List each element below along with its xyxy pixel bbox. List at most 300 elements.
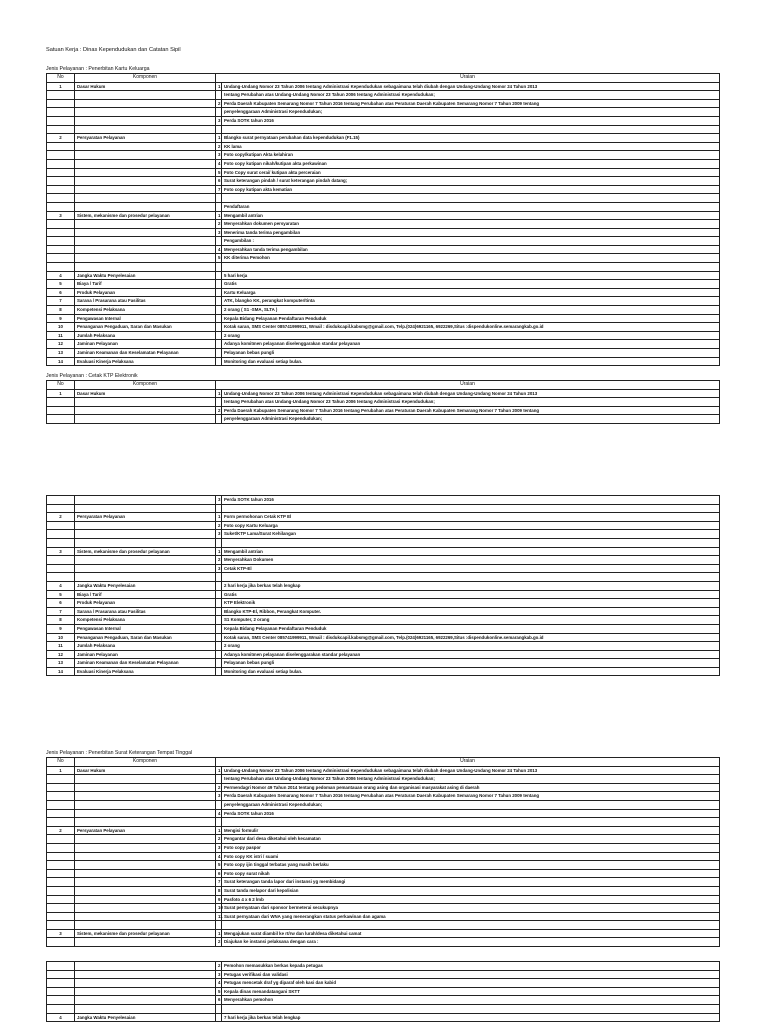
row-komponen — [75, 921, 216, 930]
row-no — [47, 970, 75, 979]
row-uraian: 7 hari kerja jika berkas telah lengkap — [222, 1013, 720, 1022]
table-row — [47, 800, 720, 809]
row-komponen: Pengawasan Internal — [75, 314, 216, 323]
table-row — [47, 979, 720, 988]
row-uraian: KTP Elektronik — [222, 599, 720, 608]
row-no — [47, 504, 75, 513]
table-row — [47, 792, 720, 801]
section-title: Jenis Pelayanan : Cetak KTP Elektronik — [46, 373, 138, 379]
row-no — [47, 886, 75, 895]
row-uraian — [222, 194, 720, 203]
row-no — [47, 912, 75, 921]
row-komponen — [75, 254, 216, 263]
table-row — [47, 852, 720, 861]
row-komponen: Sistem, mekanisme dan prosedur pelayanan — [75, 211, 216, 220]
row-no — [47, 521, 75, 530]
row-komponen — [75, 415, 216, 424]
table-row — [47, 159, 720, 168]
row-item-number: 4 — [216, 245, 222, 254]
row-komponen — [75, 556, 216, 565]
row-item-number: 3 — [216, 228, 222, 237]
row-no — [47, 775, 75, 784]
row-uraian: 2 hari kerja jika berkas telah lengkap — [222, 581, 720, 590]
row-komponen: Produk Pelayanan — [75, 288, 216, 297]
row-item-number: 2 — [216, 142, 222, 151]
row-komponen — [75, 245, 216, 254]
row-komponen: Penanganan Pengaduan, Saran dan Masukan — [75, 323, 216, 332]
row-komponen: Persyaratan Pelayanan — [75, 513, 216, 522]
row-item-number: 3 — [216, 792, 222, 801]
row-uraian: Form permohonan Cetak KTP El — [222, 513, 720, 522]
row-komponen — [75, 564, 216, 573]
row-uraian: penyelenggaraan Administrasi Kependudukan; — [222, 800, 720, 809]
row-komponen — [75, 108, 216, 117]
row-uraian: Foto copy surat nikah — [222, 869, 720, 878]
table-row — [47, 783, 720, 792]
header-no: No — [47, 74, 75, 83]
row-no — [47, 809, 75, 818]
row-uraian: Blangko KTP-El, Ribbon, Perangkat Komputer. — [222, 607, 720, 616]
row-uraian: Pengambilan : — [222, 237, 720, 246]
row-uraian: Perda SOTK tahun 2016 — [222, 809, 720, 818]
row-komponen — [75, 406, 216, 415]
row-komponen: Penanganan Pengaduan, Saran dan Masukan — [75, 633, 216, 642]
table-header-row — [47, 758, 720, 767]
row-no — [47, 792, 75, 801]
table-row — [47, 357, 720, 366]
row-item-number: 3 — [216, 151, 222, 160]
row-no — [47, 228, 75, 237]
header-komponen: Komponen — [75, 381, 216, 390]
row-uraian: Pasfoto 4 x 6 2 lmb — [222, 895, 720, 904]
row-uraian — [222, 1004, 720, 1013]
row-item-number: 3 — [216, 530, 222, 539]
row-no: 7 — [47, 297, 75, 306]
row-item-number: 3 — [216, 564, 222, 573]
row-no: 1 — [47, 82, 75, 91]
row-no — [47, 818, 75, 827]
row-uraian: Perda Daerah Kabupaten Semarang Nomor 7 Tahun 2016 tentang Perubahan atas Peraturan Daerah Kabupaten Semarang Nomor 7 Tahun 2009 tentang — [222, 792, 720, 801]
row-no — [47, 125, 75, 134]
row-no — [47, 979, 75, 988]
row-uraian: Petugas verifikasi dan validasi — [222, 970, 720, 979]
row-komponen — [75, 912, 216, 921]
row-komponen — [75, 168, 216, 177]
row-uraian: Mengisi formulir — [222, 826, 720, 835]
row-no: 12 — [47, 650, 75, 659]
row-uraian: Foto copy kutipan nikah/kutipan akta perkawinan — [222, 159, 720, 168]
row-komponen — [75, 521, 216, 530]
row-no: 4 — [47, 271, 75, 280]
table-row — [47, 99, 720, 108]
row-uraian: KK lama — [222, 142, 720, 151]
row-uraian: Foto copy kutipan akta kematian — [222, 185, 720, 194]
table-row — [47, 590, 720, 599]
row-komponen — [75, 185, 216, 194]
table-row — [47, 809, 720, 818]
row-uraian: Suket/KTP Lama/Surat Kehilangan — [222, 530, 720, 539]
row-uraian: tentang Perubahan atas Undang-Undang Nomor 23 Tahun 2006 tentang Administrasi Kependudukan; — [222, 91, 720, 100]
row-no — [47, 151, 75, 160]
row-komponen: Jaminan Pelayanan — [75, 340, 216, 349]
table-header-row — [47, 381, 720, 390]
row-komponen — [75, 496, 216, 505]
row-uraian: Kotak saran, SMS Center 085741999911, Wmail : disdukcapil.kabsmg@gmail.com, Telp.(024)6921165, 6922269,Situs :dispendukonline.semarangkab.go.id — [222, 323, 720, 332]
row-komponen: Jangka Waktu Penyelesaian — [75, 271, 216, 280]
row-komponen — [75, 151, 216, 160]
row-no — [47, 938, 75, 947]
row-uraian: Menyerahkan pemohon — [222, 996, 720, 1005]
table-row — [47, 513, 720, 522]
row-no — [47, 800, 75, 809]
row-uraian: Undang-Undang Nomor 23 Tahun 2006 tentang Administrasi Kependudukan sebagaimana telah diubah dengan Undang-Undang Nomor 24 Tahun 2013 — [222, 389, 720, 398]
table-row — [47, 340, 720, 349]
row-no — [47, 116, 75, 125]
row-komponen — [75, 818, 216, 827]
table-row — [47, 134, 720, 143]
table-row — [47, 496, 720, 505]
row-item-number: 9 — [216, 895, 222, 904]
table-row — [47, 108, 720, 117]
row-uraian: Foto copy KK istri / suami — [222, 852, 720, 861]
row-komponen — [75, 783, 216, 792]
row-komponen — [75, 263, 216, 272]
section-title: Jenis Pelayanan : Penerbitan Surat Keterangan Tempat Tinggal — [46, 750, 193, 756]
table-row — [47, 297, 720, 306]
table-row — [47, 530, 720, 539]
table-row — [47, 970, 720, 979]
row-komponen — [75, 886, 216, 895]
table-row — [47, 886, 720, 895]
header-uraian: Uraian — [216, 758, 720, 767]
table-row — [47, 263, 720, 272]
row-no — [47, 530, 75, 539]
row-item-number: 5 — [216, 168, 222, 177]
row-no: 1 — [47, 389, 75, 398]
row-uraian: Adanya komitmen pelayanan diselenggarakan standar pelayanan — [222, 340, 720, 349]
row-item-number: 1 — [216, 513, 222, 522]
row-item-number: 5 — [216, 987, 222, 996]
row-komponen — [75, 878, 216, 887]
row-uraian: Surat pernyataan dari sponsor bermeterai secukupnya — [222, 904, 720, 913]
row-no — [47, 108, 75, 117]
table-row — [47, 220, 720, 229]
table-row — [47, 142, 720, 151]
table-row — [47, 547, 720, 556]
row-uraian: Perda Daerah Kabupaten Semarang Nomor 7 Tahun 2016 tentang Perubahan atas Peraturan Daerah Kabupaten Semarang Nomor 7 Tahun 2009 tentang — [222, 99, 720, 108]
table-row — [47, 331, 720, 340]
row-komponen — [75, 530, 216, 539]
table-row — [47, 843, 720, 852]
row-item-number: 1 — [216, 826, 222, 835]
row-uraian: Mengambil antrian — [222, 211, 720, 220]
service-table — [46, 757, 720, 947]
table-row — [47, 912, 720, 921]
header-komponen: Komponen — [75, 74, 216, 83]
table-row — [47, 835, 720, 844]
row-no: 11 — [47, 642, 75, 651]
table-row — [47, 82, 720, 91]
table-row — [47, 228, 720, 237]
table-row — [47, 904, 720, 913]
row-no — [47, 168, 75, 177]
row-komponen — [75, 792, 216, 801]
row-komponen — [75, 1004, 216, 1013]
row-no — [47, 573, 75, 582]
table-row — [47, 962, 720, 971]
service-table — [46, 73, 720, 366]
row-no: 10 — [47, 323, 75, 332]
table-row — [47, 91, 720, 100]
table-row — [47, 194, 720, 203]
row-no — [47, 861, 75, 870]
table-row — [47, 564, 720, 573]
row-no: 5 — [47, 590, 75, 599]
row-item-number: 1 — [216, 929, 222, 938]
row-komponen: Dasar Hukum — [75, 82, 216, 91]
row-komponen — [75, 979, 216, 988]
row-uraian: Pemohon memasukkan berkas kepada petugas — [222, 962, 720, 971]
row-komponen: Jumlah Pelaksana — [75, 331, 216, 340]
table-row — [47, 538, 720, 547]
row-item-number: 5 — [216, 861, 222, 870]
table-row — [47, 202, 720, 211]
row-uraian — [222, 921, 720, 930]
table-row — [47, 607, 720, 616]
row-komponen — [75, 987, 216, 996]
table-row — [47, 406, 720, 415]
row-no — [47, 194, 75, 203]
row-item-number: 1 — [216, 211, 222, 220]
row-uraian: Kepala Bidang Pelayanan Pendaftaran Penduduk — [222, 624, 720, 633]
service-table — [46, 380, 720, 424]
row-uraian: penyelenggaraan Administrasi Kependudukan; — [222, 415, 720, 424]
table-row — [47, 389, 720, 398]
row-item-number: 2 — [216, 556, 222, 565]
table-row — [47, 869, 720, 878]
row-no — [47, 237, 75, 246]
row-komponen — [75, 996, 216, 1005]
table-row — [47, 1004, 720, 1013]
row-uraian: 2 orang — [222, 642, 720, 651]
row-no — [47, 91, 75, 100]
service-table-continued — [46, 495, 720, 676]
table-row — [47, 314, 720, 323]
table-row — [47, 667, 720, 676]
section-title: Jenis Pelayanan : Penerbitan Kartu Keluarga — [46, 66, 150, 72]
row-uraian: Foto copy Kartu Keluarga — [222, 521, 720, 530]
row-uraian — [222, 263, 720, 272]
table-row — [47, 211, 720, 220]
row-uraian: Monitoring dan evaluasi setiap bulan. — [222, 357, 720, 366]
row-komponen — [75, 938, 216, 947]
table-row — [47, 633, 720, 642]
row-item-number: 2 — [216, 406, 222, 415]
row-item-number: 7 — [216, 878, 222, 887]
table-row — [47, 775, 720, 784]
table-row — [47, 415, 720, 424]
row-item-number: 4 — [216, 979, 222, 988]
table-row — [47, 766, 720, 775]
row-komponen: Jaminan Keamanan dan Keselamatan Pelayanan — [75, 349, 216, 358]
row-uraian: tentang Perubahan atas Undang-Undang Nomor 23 Tahun 2006 tentang Administrasi Kependudukan; — [222, 775, 720, 784]
row-item-number: 2 — [216, 962, 222, 971]
row-uraian: Pelayanan bebas pungli — [222, 659, 720, 668]
row-komponen — [75, 159, 216, 168]
row-komponen — [75, 116, 216, 125]
row-uraian: Surat pernyataan dari WNA yang menerangkan status perkawinan dan agama — [222, 912, 720, 921]
row-no: 10 — [47, 633, 75, 642]
row-uraian: Diajukan ke instansi pelaksana dengan cara : — [222, 938, 720, 947]
table-row — [47, 895, 720, 904]
row-no: 8 — [47, 616, 75, 625]
table-row — [47, 504, 720, 513]
row-uraian: Menyerahkan tanda terima pengambilan — [222, 245, 720, 254]
row-uraian: Perda Daerah Kabupaten Semarang Nomor 7 Tahun 2016 tentang Perubahan atas Peraturan Daerah Kabupaten Semarang Nomor 7 Tahun 2009 tentang — [222, 406, 720, 415]
row-komponen — [75, 177, 216, 186]
row-uraian: Perda SOTK tahun 2016 — [222, 116, 720, 125]
row-uraian: Pengantar dari desa diketahui oleh kecamatan — [222, 835, 720, 844]
row-komponen — [75, 125, 216, 134]
row-no: 11 — [47, 331, 75, 340]
row-no — [47, 415, 75, 424]
row-uraian: Pelayanan bebas pungli — [222, 349, 720, 358]
row-uraian: 2 orang ( S1 -SMA, SLTA ) — [222, 306, 720, 315]
table-row — [47, 306, 720, 315]
row-item-number: 5 — [216, 254, 222, 263]
row-komponen: Persyaratan Pelayanan — [75, 826, 216, 835]
row-uraian: KK diterima Pemohon — [222, 254, 720, 263]
row-komponen: Kompetensi Pelaksana — [75, 306, 216, 315]
row-komponen: Persyaratan Pelayanan — [75, 134, 216, 143]
row-item-number: 1 — [216, 389, 222, 398]
table-row — [47, 599, 720, 608]
table-row — [47, 237, 720, 246]
row-item-number: 7 — [216, 185, 222, 194]
row-komponen — [75, 573, 216, 582]
row-no — [47, 220, 75, 229]
row-no: 14 — [47, 667, 75, 676]
row-item-number: 3 — [216, 970, 222, 979]
row-item-number: 2 — [216, 521, 222, 530]
row-uraian: tentang Perubahan atas Undang-Undang Nomor 23 Tahun 2006 tentang Administrasi Kependudukan; — [222, 398, 720, 407]
row-uraian: ATK, blangko KK, perangkat komputer/tinta — [222, 297, 720, 306]
row-komponen: Biaya / Tarif — [75, 280, 216, 289]
row-item-number: 3 — [216, 843, 222, 852]
row-uraian: S1 Komputer, 2 orang — [222, 616, 720, 625]
row-uraian: Kepala Bidang Pelayanan Pendaftaran Penduduk — [222, 314, 720, 323]
header-uraian: Uraian — [216, 74, 720, 83]
table-row — [47, 556, 720, 565]
table-row — [47, 168, 720, 177]
table-header-row — [47, 74, 720, 83]
row-komponen: Jumlah Pelaksana — [75, 642, 216, 651]
row-komponen — [75, 800, 216, 809]
table-row — [47, 521, 720, 530]
row-no — [47, 869, 75, 878]
row-komponen — [75, 962, 216, 971]
row-uraian — [222, 125, 720, 134]
row-komponen: Jangka Waktu Penyelesaian — [75, 581, 216, 590]
row-uraian: Gratis — [222, 590, 720, 599]
table-row — [47, 929, 720, 938]
table-row — [47, 271, 720, 280]
row-no: 2 — [47, 134, 75, 143]
row-uraian: Kepala dinas menandatangani SKTT — [222, 987, 720, 996]
table-row — [47, 280, 720, 289]
row-uraian — [222, 573, 720, 582]
row-no: 9 — [47, 314, 75, 323]
table-row — [47, 177, 720, 186]
row-no — [47, 99, 75, 108]
row-item-number: 3 — [216, 496, 222, 505]
table-row — [47, 861, 720, 870]
table-row — [47, 185, 720, 194]
row-item-number: 2 — [216, 783, 222, 792]
row-uraian: Menyerahkan dokumen persyaratan — [222, 220, 720, 229]
row-uraian: Cetak KTP-El — [222, 564, 720, 573]
row-uraian: 5 hari kerja — [222, 271, 720, 280]
row-no — [47, 496, 75, 505]
table-row — [47, 650, 720, 659]
row-komponen: Dasar Hukum — [75, 766, 216, 775]
row-uraian: Surat keterangan pindah / surat keterangan pindah datang; — [222, 177, 720, 186]
row-no: 4 — [47, 1013, 75, 1022]
row-komponen — [75, 237, 216, 246]
row-komponen — [75, 895, 216, 904]
row-komponen: Sistem, mekanisme dan prosedur pelayanan — [75, 547, 216, 556]
table-row — [47, 125, 720, 134]
table-row — [47, 878, 720, 887]
row-item-number: 11 — [216, 912, 222, 921]
row-uraian: Kotak saran, SMS Center 085741999911, Wmail : disdukcapil.kabsmg@gmail.com, Telp.(024)6921165, 6922269,Situs :dispendukonline.semarangkab.go.id — [222, 633, 720, 642]
satuan-kerja-header: Satuan Kerja : Dinas Kependudukan dan Catatan Sipil — [46, 47, 181, 53]
row-komponen — [75, 869, 216, 878]
row-no — [47, 783, 75, 792]
row-no: 9 — [47, 624, 75, 633]
row-no — [47, 538, 75, 547]
table-row — [47, 987, 720, 996]
header-uraian: Uraian — [216, 381, 720, 390]
row-no — [47, 245, 75, 254]
row-komponen: Biaya / Tarif — [75, 590, 216, 599]
row-uraian: Kartu Keluarga — [222, 288, 720, 297]
row-uraian: Menerima tanda terima pengambilan — [222, 228, 720, 237]
row-komponen: Jangka Waktu Penyelesaian — [75, 1013, 216, 1022]
row-komponen: Kompetensi Pelaksana — [75, 616, 216, 625]
table-row — [47, 624, 720, 633]
row-uraian: Mengambil antrian — [222, 547, 720, 556]
row-no — [47, 1004, 75, 1013]
row-no — [47, 142, 75, 151]
table-row — [47, 398, 720, 407]
row-komponen — [75, 504, 216, 513]
row-no — [47, 177, 75, 186]
row-komponen — [75, 843, 216, 852]
row-komponen: Sarana / Prasarana atau Fasilitas — [75, 607, 216, 616]
row-komponen — [75, 835, 216, 844]
row-no: 8 — [47, 306, 75, 315]
row-no: 7 — [47, 607, 75, 616]
service-table-continued — [46, 961, 720, 1022]
table-row — [47, 996, 720, 1005]
row-no — [47, 564, 75, 573]
row-item-number: 1 — [216, 547, 222, 556]
row-no — [47, 556, 75, 565]
row-uraian: penyelenggaraan Administrasi Kependudukan; — [222, 108, 720, 117]
row-komponen: Pengawasan Internal — [75, 624, 216, 633]
row-komponen — [75, 538, 216, 547]
